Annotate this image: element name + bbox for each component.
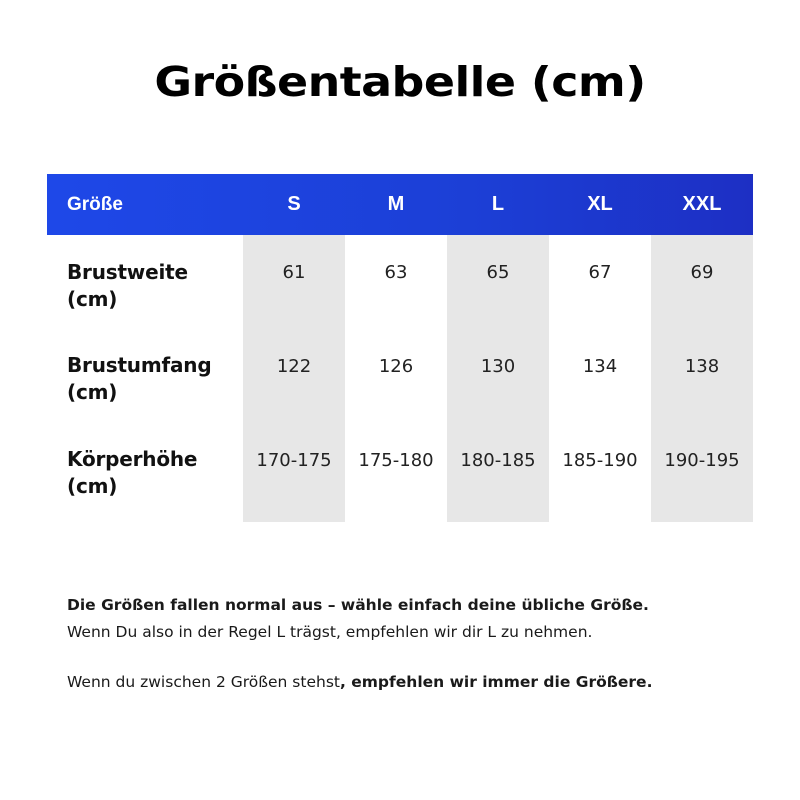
table-cell: 175-180 <box>358 450 434 471</box>
row-label-line1: Körperhöhe <box>67 447 198 471</box>
table-body <box>47 235 753 522</box>
row-label-line1: Brustweite <box>67 260 188 284</box>
header-size-xxl: XXL <box>682 193 722 215</box>
table-cell: 61 <box>282 262 306 283</box>
table-header <box>47 174 753 235</box>
table-cell: 67 <box>588 262 612 283</box>
table-cell: 134 <box>582 356 618 377</box>
size-table <box>47 174 753 522</box>
table-cell: 122 <box>276 356 312 377</box>
row-label-line1: Brustumfang <box>67 353 212 377</box>
header-size-m: M <box>387 193 405 215</box>
page-title: Größentabelle (cm) <box>154 58 646 106</box>
table-cell: 138 <box>684 356 720 377</box>
table-cell: 190-195 <box>664 450 740 471</box>
note-line1: Die Größen fallen normal aus – wähle einfach deine übliche Größe. <box>67 596 649 614</box>
row-label-line2: (cm) <box>67 474 118 498</box>
table-cell: 63 <box>384 262 408 283</box>
notes <box>67 592 767 696</box>
table-cell: 69 <box>690 262 714 283</box>
table-cell: 170-175 <box>256 450 332 471</box>
header-size-xl: XL <box>587 193 613 215</box>
row-label-brustumfang <box>67 352 211 406</box>
row-label-koerperhoehe <box>67 446 197 500</box>
note-line3-regular: Wenn du zwischen 2 Größen stehst <box>67 673 340 691</box>
table-cell: 126 <box>378 356 414 377</box>
row-label-line2: (cm) <box>67 287 118 311</box>
table-cell: 65 <box>486 262 510 283</box>
table-cell: 185-190 <box>562 450 638 471</box>
row-label-brustweite <box>67 259 188 313</box>
note-line3-bold: , empfehlen wir immer die Größere. <box>339 673 653 691</box>
header-label: Größe <box>67 193 123 215</box>
table-cell: 130 <box>480 356 516 377</box>
table-cell: 180-185 <box>460 450 536 471</box>
row-label-line2: (cm) <box>67 380 118 404</box>
note-line3 <box>67 669 767 696</box>
header-size-s: S <box>287 193 301 215</box>
note-line2: Wenn Du also in der Regel L trägst, empfehlen wir dir L zu nehmen. <box>67 623 593 641</box>
header-size-l: L <box>491 193 505 215</box>
